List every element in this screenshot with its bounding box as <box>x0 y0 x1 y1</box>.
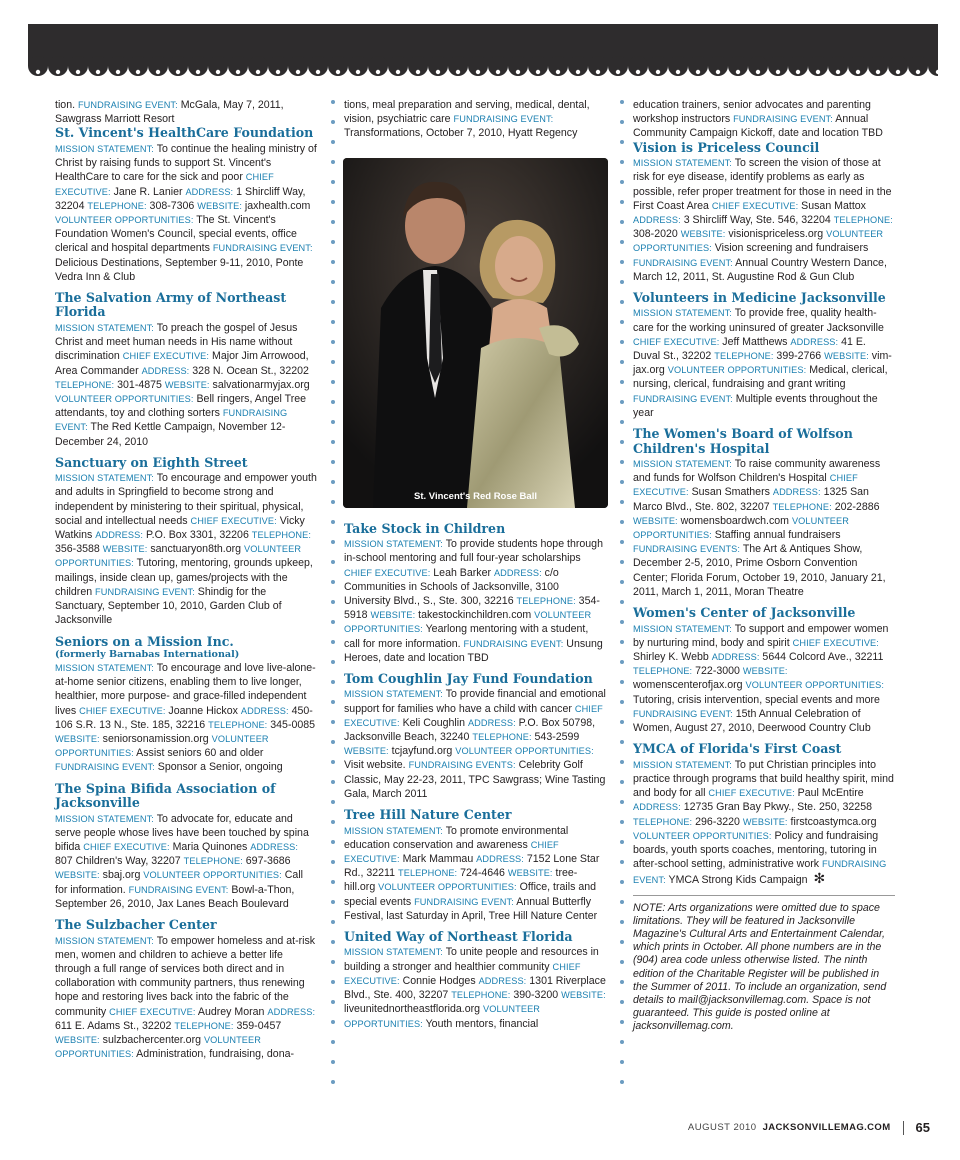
listing-wolfson <box>633 427 895 599</box>
rule-dot <box>620 240 624 244</box>
rule-dot <box>331 620 335 624</box>
scallop-dot <box>456 70 460 74</box>
rule-dot <box>620 1060 624 1064</box>
rule-dot <box>620 740 624 744</box>
rule-dot <box>620 420 624 424</box>
rule-dot <box>620 120 624 124</box>
scallop-dot <box>876 70 880 74</box>
rule-dot <box>620 880 624 884</box>
listing-title: The Salvation Army of Northeast Florida <box>55 289 287 320</box>
scallop-dot <box>416 70 420 74</box>
scallop-dot <box>776 70 780 74</box>
rule-dot <box>620 460 624 464</box>
website-link[interactable]: womenscenterofjax.org <box>633 679 746 692</box>
rule-dot <box>620 1040 624 1044</box>
scallop-dot <box>36 70 40 74</box>
listing-united-way <box>344 930 606 1031</box>
listing-body: MISSION STATEMENT: To raise community awareness and funds for Wolfson Children's Hospital CHIEF EXECUTIVE: Susan Smathers ADDRESS: 1325 San Marco Blvd., Ste. 802, 32207 TELEPHONE: 202-2886 WEBSITE: womensboardwch.com VOLUNTEER OPPORTUNITIES: Staffing annual fundraisers FUNDRAISING EVENTS: The Art & Antiques Show, December 2-5, 2010, Prime Osborn Convention Center; Florida Forum, October 19, 2010, January 21, 2011, March 1, 2011, Moran Theatre <box>633 458 886 598</box>
scallop-dot <box>636 70 640 74</box>
rule-dot <box>331 900 335 904</box>
rule-dot <box>331 120 335 124</box>
continued-entry: education trainers, senior advocates and parenting workshop instructors FUNDRAISING EVENT: Annual Community Campaign Kickoff, date and location TBD <box>633 99 883 140</box>
listing-spina-bifida <box>55 782 318 911</box>
rule-dot <box>331 860 335 864</box>
scallop-dot <box>696 70 700 74</box>
listing-title: Vision is Priceless Council <box>633 139 820 155</box>
website-link[interactable]: vim-jax.org <box>633 350 892 377</box>
listing-body: MISSION STATEMENT: To support and empower women by nurturing mind, body and spirit CHIEF EXECUTIVE: Shirley K. Webb ADDRESS: 5644 Colcord Ave., 32211 TELEPHONE: 722-3000 WEBSITE: womenscenterofjax.org VOLUNTEER OPPORTUNITIES: Tutoring, crisis intervention, special events and more FUNDRAISING EVENT: 15th Annual Celebration of Women, August 27, 2010, Deerwood Country Club <box>633 622 889 735</box>
scallop-dot <box>56 70 60 74</box>
rule-dot <box>331 700 335 704</box>
rule-dot <box>620 1020 624 1024</box>
scallop-dot <box>476 70 480 74</box>
scallop-dot <box>436 70 440 74</box>
rule-dot <box>620 560 624 564</box>
rule-dot <box>331 1040 335 1044</box>
publication-name: JACKSONVILLEMAG.COM <box>762 1122 891 1133</box>
rule-dot <box>331 600 335 604</box>
rule-dot <box>620 680 624 684</box>
listing-body: MISSION STATEMENT: To provide financial and emotional support for families who have a child with cancer CHIEF EXECUTIVE: Keli Coughlin ADDRESS: P.O. Box 50798, Jacksonville Beach, 32240 TELEPHONE: 543-2599 WEBSITE: tcjayfund.org VOLUNTEER OPPORTUNITIES: Visit website. FUNDRAISING EVENTS: Celebrity Golf Classic, May 22-23, 2011, TPC Sawgrass; Wine Tasting Gala, March 2011 <box>344 688 606 800</box>
rule-dot <box>620 1080 624 1084</box>
rule-dot <box>331 720 335 724</box>
listing-title: United Way of Northeast Florida <box>344 928 573 944</box>
listing-title: St. Vincent's HealthCare Foundation <box>55 125 314 141</box>
scallop-dot <box>236 70 240 74</box>
website-link[interactable]: liveunitednortheastflorida.org <box>344 1003 483 1016</box>
scallop-dot <box>276 70 280 74</box>
website-link[interactable]: seniorsonamission.org <box>99 733 212 746</box>
scallop-dot <box>676 70 680 74</box>
listing-body: MISSION STATEMENT: To advocate for, educate and serve people whose lives have been touched by spina bifida CHIEF EXECUTIVE: Maria Quinones ADDRESS: 807 Children's Way, 32207 TELEPHONE: 697-3686 WEBSITE: sbaj.org VOLUNTEER OPPORTUNITIES: Call for information. FUNDRAISING EVENT: Bowl-a-Thon, September 26, 2010, Jax Lanes Beach Boulevard <box>55 812 309 910</box>
rule-dot <box>620 860 624 864</box>
rule-dot <box>620 620 624 624</box>
rule-dot <box>620 980 624 984</box>
listing-vision-is-priceless <box>633 141 895 284</box>
listing-tom-coughlin <box>344 672 606 801</box>
photo-illustration <box>343 158 608 508</box>
rule-dot <box>331 780 335 784</box>
scallop-dot <box>176 70 180 74</box>
website-link[interactable]: sanctuaryon8th.org <box>147 543 245 556</box>
scallop-dot <box>836 70 840 74</box>
listing-body: MISSION STATEMENT: To empower homeless and at-risk men, women and children to achieve a better life through a full range of services both direct and in collaboration with community partners, thus renewing hope and restoring lives back into the fabric of the community CHIEF EXECUTIVE: Audrey Moran ADDRESS: 611 E. Adams St., 32202 TELEPHONE: 359-0457 WEBSITE: sulzbachercenter.org VOLUNTEER OPPORTUNITIES: Administration, fundraising, dona- <box>55 934 316 1061</box>
listing-title: YMCA of Florida's First Coast <box>633 741 842 757</box>
rule-dot <box>620 400 624 404</box>
rule-dot <box>331 760 335 764</box>
rule-dot <box>331 480 335 484</box>
website-link[interactable]: womensboardwch.com <box>677 514 792 527</box>
footer-divider <box>903 1121 904 1135</box>
rule-dot <box>620 820 624 824</box>
scallop-dot <box>76 70 80 74</box>
website-link[interactable]: tcjayfund.org <box>388 745 456 758</box>
scalloped-border <box>28 48 938 84</box>
website-link[interactable]: salvationarmyjax.org <box>209 378 310 391</box>
rule-dot <box>620 640 624 644</box>
listing-title: The Sulzbacher Center <box>55 917 217 933</box>
rule-dot <box>331 980 335 984</box>
rule-dot <box>620 260 624 264</box>
listing-title: Tree Hill Nature Center <box>344 807 512 823</box>
rule-dot <box>620 920 624 924</box>
rule-dot <box>620 960 624 964</box>
rule-dot <box>331 740 335 744</box>
editor-note: NOTE: Arts organizations were omitted due to space limitations. They will be featured in Jacksonville Magazine's Cultural Arts and Entertainment Calendar, which prints in October. All phone numbers are in the (904) area code unless otherwise listed. The ninth edition of the Charitable Register will be published in the Summer of 2011. To include an organization, send details to mail@jacksonvillemag.com. Space is not guaranteed. This guide is posted online at jacksonvillemag.com. <box>633 895 895 1034</box>
scallop-dot <box>576 70 580 74</box>
rule-dot <box>331 140 335 144</box>
scallop-dot <box>296 70 300 74</box>
scallop-dot <box>536 70 540 74</box>
rule-dot <box>620 480 624 484</box>
rule-dot <box>620 660 624 664</box>
listing-sulzbacher <box>55 918 318 1061</box>
listing-title: The Spina Bifida Association of Jacksonville <box>55 780 276 811</box>
rule-dot <box>331 520 335 524</box>
listing-body: MISSION STATEMENT: To screen the vision of those at risk for eye disease, identify problems as early as possible, refer proper treatment for those in need in the First Coast Area CHIEF EXECUTIVE: Susan Mattox ADDRESS: 3 Shircliff Way, Ste. 546, 32204 TELEPHONE: 308-2020 WEBSITE: visionispriceless.org VOLUNTEER OPPORTUNITIES: Vision screening and fundraisers FUNDRAISING EVENT: Annual Country Western Dance, March 12, 2011, St. Augustine Rod & Gun Club <box>633 157 893 283</box>
rule-dot <box>620 800 624 804</box>
page-footer <box>688 1120 930 1135</box>
rule-dot <box>331 300 335 304</box>
rule-dot <box>331 580 335 584</box>
rule-dot <box>620 780 624 784</box>
scallop-dot <box>516 70 520 74</box>
website-link[interactable]: visionispriceless.org <box>725 228 827 241</box>
listing-take-stock <box>344 522 606 665</box>
website-link[interactable]: sbaj.org <box>99 869 144 882</box>
listing-body: MISSION STATEMENT: To provide students hope through in-school mentoring and full four-year scholarships CHIEF EXECUTIVE: Leah Barker ADDRESS: c/o Communities in Schools of Jacksonville, 3100 University Blvd., S., Ste. 300, 32216 TELEPHONE: 354-5918 WEBSITE: takestockinchildren.com VOLUNTEER OPPORTUNITIES: Yearlong mentoring with a student, call for more information. FUNDRAISING EVENT: Unsung Heroes, date and location TBD <box>344 538 603 664</box>
column-3 <box>633 98 895 1034</box>
website-link[interactable]: firstcoastymca.org <box>787 815 877 828</box>
rule-dot <box>331 500 335 504</box>
continued-entry: tions, meal preparation and serving, medical, dental, vision, psychiatric care FUNDRAISING EVENT: Transformations, October 7, 2010, Hyatt Regency <box>344 99 590 140</box>
scallop-dot <box>856 70 860 74</box>
listing-body: MISSION STATEMENT: To continue the healing ministry of Christ by raising funds to support St. Vincent's HealthCare to care for the sick and poor CHIEF EXECUTIVE: Jane R. Lanier ADDRESS: 1 Shircliff Way, 32204 TELEPHONE: 308-7306 WEBSITE: jaxhealth.com VOLUNTEER OPPORTUNITIES: The St. Vincent's Foundation Women's Council, special events, office clerical and hospital departments FUNDRAISING EVENT: Delicious Destinations, September 9-11, 2010, Ponte Vedra Inn & Club <box>55 142 317 283</box>
rule-dot <box>331 100 335 104</box>
rule-dot <box>331 180 335 184</box>
rule-dot <box>620 720 624 724</box>
rule-dot <box>331 220 335 224</box>
scallop-dot <box>356 70 360 74</box>
rule-dot <box>331 160 335 164</box>
rule-dot <box>331 920 335 924</box>
website-link[interactable]: takestockinchildren.com <box>415 609 535 622</box>
rule-dot <box>620 440 624 444</box>
rule-dot <box>331 340 335 344</box>
rule-dot <box>331 680 335 684</box>
listing-title: Women's Center of Jacksonville <box>633 605 856 621</box>
scallop-dot <box>616 70 620 74</box>
rule-dot <box>620 340 624 344</box>
scallop-dot <box>596 70 600 74</box>
listing-salvation-army <box>55 291 318 449</box>
rule-dot <box>331 320 335 324</box>
listing-title: Volunteers in Medicine Jacksonville <box>633 289 886 305</box>
rule-dot <box>331 420 335 424</box>
rule-dot <box>620 280 624 284</box>
scallop-dot <box>896 70 900 74</box>
listing-title: Sanctuary on Eighth Street <box>55 454 248 470</box>
scallop-dot <box>316 70 320 74</box>
rule-dot <box>620 1000 624 1004</box>
scallop-dot <box>136 70 140 74</box>
listing-womens-center <box>633 606 895 735</box>
rule-dot <box>620 380 624 384</box>
rule-dot <box>331 560 335 564</box>
scallop-dot <box>736 70 740 74</box>
website-link[interactable]: sulzbachercenter.org <box>99 1033 204 1046</box>
scallop-dot <box>256 70 260 74</box>
rule-dot <box>620 140 624 144</box>
scallop-dot <box>916 70 920 74</box>
rule-dot <box>331 940 335 944</box>
listing-tree-hill <box>344 808 606 923</box>
rule-dot <box>620 100 624 104</box>
column-1 <box>55 98 318 1068</box>
column-divider-2 <box>620 100 622 1110</box>
rule-dot <box>331 260 335 264</box>
scallop-dot <box>556 70 560 74</box>
rule-dot <box>620 580 624 584</box>
rule-dot <box>331 200 335 204</box>
rule-dot <box>620 500 624 504</box>
rule-dot <box>331 960 335 964</box>
event-photo <box>343 158 608 508</box>
listing-body: MISSION STATEMENT: To put Christian principles into practice through programs that build healthy spirit, mind and body for all CHIEF EXECUTIVE: Paul McEntire ADDRESS: 12735 Gran Bay Pkwy., Ste. 250, 32258 TELEPHONE: 296-3220 WEBSITE: firstcoastymca.org VOLUNTEER OPPORTUNITIES: Policy and fundraising boards, youth sports coaches, mentoring, tutoring in after-school setting, administrative work FUNDRAISING EVENT: YMCA Strong Kids Campaign ✻ <box>633 758 894 887</box>
listing-body: MISSION STATEMENT: To promote environmental education conservation and awareness CHIEF EXECUTIVE: Mark Mammau ADDRESS: 7152 Lone Star Rd., 32211 TELEPHONE: 724-4646 WEBSITE: tree-hill.org VOLUNTEER OPPORTUNITIES: Office, trails and special events FUNDRAISING EVENT: Annual Butterfly Festival, last Saturday in April, Tree Hill Nature Center <box>344 824 600 922</box>
rule-dot <box>620 840 624 844</box>
column-divider-1 <box>331 100 333 1110</box>
website-link[interactable]: tree-hill.org <box>344 867 578 894</box>
scallop-dot <box>96 70 100 74</box>
listing-body: MISSION STATEMENT: To preach the gospel of Jesus Christ and meet human needs in His name without discrimination CHIEF EXECUTIVE: Major Jim Arrowood, Area Commander ADDRESS: 328 N. Ocean St., 32202 TELEPHONE: 301-4875 WEBSITE: salvationarmyjax.org VOLUNTEER OPPORTUNITIES: Bell ringers, Angel Tree attendants, toy and clothing sorters FUNDRAISING EVENT: The Red Kettle Campaign, November 12-December 24, 2010 <box>55 321 310 448</box>
rule-dot <box>331 880 335 884</box>
listing-body: MISSION STATEMENT: To provide free, quality health-care for the working uninsured of greater Jacksonville CHIEF EXECUTIVE: Jeff Matthews ADDRESS: 41 E. Duval St., 32202 TELEPHONE: 399-2766 WEBSITE: vim-jax.org VOLUNTEER OPPORTUNITIES: Medical, clerical, nursing, clerical, fundraising and grant writing FUNDRAISING EVENT: Multiple events throughout the year <box>633 307 892 419</box>
continued-entry: tion. FUNDRAISING EVENT: McGala, May 7, 2011, Sawgrass Marriott Resort <box>55 99 284 126</box>
scallop-dot <box>756 70 760 74</box>
rule-dot <box>331 240 335 244</box>
rule-dot <box>331 660 335 664</box>
rule-dot <box>620 360 624 364</box>
scallop-dot <box>156 70 160 74</box>
rule-dot <box>331 840 335 844</box>
rule-dot <box>331 440 335 444</box>
rule-dot <box>331 1020 335 1024</box>
rule-dot <box>620 180 624 184</box>
rule-dot <box>331 400 335 404</box>
scallop-dot <box>716 70 720 74</box>
listing-seniors-on-a-mission <box>55 635 318 775</box>
rule-dot <box>620 700 624 704</box>
website-link[interactable]: jaxhealth.com <box>241 199 311 212</box>
listing-sanctuary <box>55 456 318 628</box>
listing-title: Take Stock in Children <box>344 520 506 536</box>
scallop-dot <box>816 70 820 74</box>
rule-dot <box>331 1080 335 1084</box>
listing-body: MISSION STATEMENT: To encourage and empower youth and adults in Springfield to become strong and independent by ministering to their spiritual, physical, social and intellectual needs CHIEF EXECUTIVE: Vicky Watkins ADDRESS: P.O. Box 3301, 32206 TELEPHONE: 356-3588 WEBSITE: sanctuaryon8th.org VOLUNTEER OPPORTUNITIES: Tutoring, mentoring, grounds upkeep, mailings, inside clean up, games/projects with the children FUNDRAISING EVENT: Shindig for the Sanctuary, September 10, 2010, Garden Club of Jacksonville <box>55 472 317 627</box>
photo-caption: St. Vincent's Red Rose Ball <box>414 491 537 502</box>
listing-subtitle: (formerly Barnabas International) <box>55 649 240 660</box>
rule-dot <box>331 380 335 384</box>
rule-dot <box>331 640 335 644</box>
rule-dot <box>331 1060 335 1064</box>
rule-dot <box>331 460 335 464</box>
rule-dot <box>331 1000 335 1004</box>
rule-dot <box>331 800 335 804</box>
rule-dot <box>620 220 624 224</box>
listing-title: The Women's Board of Wolfson Children's Hospital <box>633 426 853 456</box>
rule-dot <box>331 820 335 824</box>
scallop-dot <box>496 70 500 74</box>
listing-st-vincents <box>55 126 318 284</box>
listing-body: MISSION STATEMENT: To unite people and resources in building a stronger and healthier community CHIEF EXECUTIVE: Connie Hodges ADDRESS: 1301 Riverplace Blvd., Ste. 400, 32207 TELEPHONE: 390-3200 WEBSITE: liveunitednortheastflorida.org VOLUNTEER OPPORTUNITIES: Youth mentors, financial <box>344 946 606 1030</box>
scallop-dot <box>336 70 340 74</box>
rule-dot <box>620 520 624 524</box>
rule-dot <box>620 200 624 204</box>
scallop-dot <box>376 70 380 74</box>
listing-title: Seniors on a Mission Inc. <box>55 633 234 649</box>
rule-dot <box>620 320 624 324</box>
listing-ymca <box>633 742 895 887</box>
page-number: 65 <box>915 1120 930 1135</box>
rule-dot <box>620 300 624 304</box>
rule-dot <box>620 900 624 904</box>
rule-dot <box>331 280 335 284</box>
listing-body: MISSION STATEMENT: To encourage and love live-alone-at-home senior citizens, enabling them to live longer, healthier, more purpose- and grace-filled independent lives CHIEF EXECUTIVE: Joanne Hickox ADDRESS: 450-106 S.R. 13 N., Ste. 185, 32216 TELEPHONE: 345-0085 WEBSITE: seniorsonamission.org VOLUNTEER OPPORTUNITIES: Assist seniors 60 and older FUNDRAISING EVENT: Sponsor a Senior, ongoing <box>55 662 316 774</box>
scallop-dot <box>396 70 400 74</box>
issue-date: AUGUST 2010 <box>687 1122 757 1133</box>
scallop-dot <box>656 70 660 74</box>
rule-dot <box>331 540 335 544</box>
listing-volunteers-in-medicine <box>633 291 895 420</box>
rule-dot <box>620 600 624 604</box>
end-mark-icon: ✻ <box>813 870 826 887</box>
rule-dot <box>620 540 624 544</box>
scallop-dot <box>196 70 200 74</box>
rule-dot <box>620 160 624 164</box>
listing-title: Tom Coughlin Jay Fund Foundation <box>344 670 593 686</box>
rule-dot <box>620 940 624 944</box>
rule-dot <box>331 360 335 364</box>
scallop-dot <box>116 70 120 74</box>
scallop-dot <box>216 70 220 74</box>
rule-dot <box>620 760 624 764</box>
scallop-dot <box>796 70 800 74</box>
